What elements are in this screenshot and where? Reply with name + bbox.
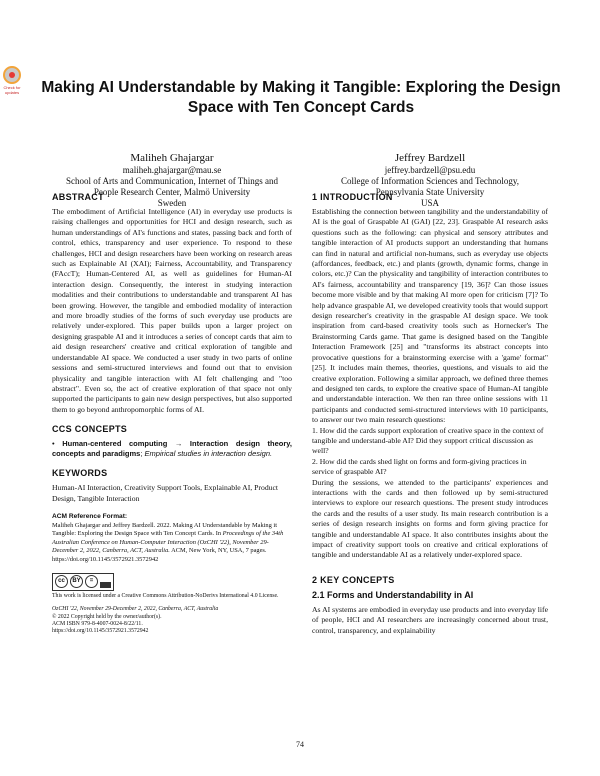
author-name: Jeffrey Bardzell (394, 152, 466, 164)
copyright-line: © 2022 Copyright held by the owner/author(s). (52, 613, 162, 620)
author-country: Sweden (157, 198, 187, 208)
acm-reference-label: ACM Reference Format: (52, 512, 128, 520)
research-question-2: 2. How did the cards shed light on forms and form-giving practices in service of graspable AI? (312, 456, 527, 477)
introduction-paragraph: During the sessions, we attended to the participants' experiences and interactions with the cards and then followed up by semi-structured interviews to explore our research questions. The present study introduces the cards and the results of a user study. Its main research contribution is a series of design research insights on forms and form giving practice for tangible and understandable AI space. It also contributes insights about the impact of creativity support tools on creative and critical explorations of tangible and understandable AI as a relatively under-explored space. (312, 477, 548, 560)
crossmark-icon (3, 66, 21, 84)
subsection-heading: 2.1 Forms and Understandability in AI (312, 589, 474, 600)
author-email: jeffrey.bardzell@psu.edu (384, 165, 476, 175)
introduction-paragraph: Establishing the connection between tangibility and the understandability of AI is the goal of Graspable AI (GAI) [22, 23]. Graspable AI research asks questions such as the following: can physical and sensory attributes and tangible interaction of AI products support an understanding that humans can find in natural and artificial non-humans, such as everyday use objects (affordances, feedback, etc.) and plants (growth, dynamic forms, change in colors, etc.)? Can the physicality and tangibility of interaction contributes to AI's fairness, accountability and transparency [19, 36]? Can those issues become more visible and by that making AI more open for criticism [7]? To help advance graspable AI, we developed creativity tools that would support design researcher's creativity in the graspable AI design space. We took inspiration from card-based creativity tools such as Hornecker's The Brainstorming Cards game. That game is designed based on the Tangible Interaction Framework [25] and "transforms its abstract concepts into provocative questions for a brainstorming exercise with a 'game' format" [25]. It includes main themes, theories, questions, and visuals to aid the creative exploration. Following a similar approach, we defined three themes and designed ten cards, to explore the creative space of Human-AI tangible and understandable interaction. We then ran three online sessions with 11 participants and conducted semi-structured interviews with 10 participants, to answer our two main research questions: (312, 207, 548, 425)
key-concepts-heading: 2 KEY CONCEPTS (312, 574, 395, 585)
key-concepts-section (312, 575, 548, 636)
introduction-section (312, 192, 548, 561)
ccs-text (52, 439, 292, 459)
venue-line: OzCHI '22, November 29-December 2, 2022, Canberra, ACT, Australia (52, 606, 219, 613)
right-column (312, 192, 548, 645)
keywords-section (52, 468, 292, 504)
author-name: Maliheh Ghajargar (130, 152, 214, 164)
acm-reference (52, 513, 292, 565)
ccs-concept: Human-centered computing → Interaction design theory, concepts and paradigms (52, 439, 292, 459)
page-number: 74 (296, 740, 304, 749)
author-country: USA (420, 198, 439, 208)
ccs-heading: CCS CONCEPTS (52, 424, 128, 435)
isbn-line: ACM ISBN 979-8-4007-0024-8/22/11. (52, 620, 143, 627)
cc-bar (100, 582, 111, 588)
key-concepts-paragraph: As AI systems are embodied in everyday use products and into everyday life of people, HCI and AI researchers are increasingly concerned about trust, control, transparency, and explainability (312, 604, 548, 635)
cc-icon: cc (55, 575, 68, 588)
check-for-updates-badge[interactable] (2, 66, 22, 100)
abstract-heading: ABSTRACT (52, 192, 104, 202)
keywords-text: Human-AI Interaction, Creativity Support Tools, Explainable AI, Product Design, Tangible Interaction (52, 483, 279, 503)
acm-reference-doi[interactable]: ACM, New York, NY, USA, 7 pages. https://doi.org/10.1145/3572921.3572942 (52, 547, 267, 563)
license-text: This work is licensed under a Creative Commons Attribution-NoDerivs International 4.0 License. (52, 592, 279, 599)
introduction-heading: 1 INTRODUCTION (312, 192, 393, 202)
author-affiliation: People Research Center, Malmö University (93, 187, 251, 197)
publication-meta (52, 606, 292, 636)
doi-line[interactable]: https://doi.org/10.1145/3572921.3572942 (52, 628, 149, 635)
abstract-text: The embodiment of Artificial Intelligence (AI) in everyday use products is raising challenges and opportunities for HCI and design research, such as human understandings of AI's functions and states, passing back and forth of control, ethics, transparency and user experience. To respond to these challenges, HCI and design researchers have been working on research areas such as Explainable AI (XAI); Fairness, Accountability, and Transparency (FAccT); Human-Centered AI, as well as guidelines for Human-AI interaction design. Consequently, the interest in studying interaction modalities and their contributions to understandable and transparent AI has been growing. However, the tangible and embodied modality of interaction and more broadly studies of the forms of such everyday use products are relatively under-explored. This paper builds upon a larger project on designing graspable AI and it introduces a series of concept cards that aim to aid design researchers' creative and critical exploration of tangible and understandable AI space. We conducted a user study in two parts of online sessions and semi-structured interviews and found out that to envision physicality and tangible interaction with AI felt challenging and "too abstract". Even so, the act of creative exploration of that space not only supported the participants to gain new design perspectives, but also supported them to go beyond anthropomorphic forms of AI. (52, 207, 292, 414)
author-affiliation: Pennsylvania State University (375, 187, 485, 197)
research-question-1: 1. How did the cards support exploration of creative space in the context of tangible and understand-able AI? Did they support critical discussion as well? (312, 425, 544, 456)
acm-reference-venue: Proceedings of the 34th Australian Conference on Human-Computer Interaction (OzCHI '22), November 29-December 2, 2022, Canberra, ACT, Australia. (52, 530, 284, 555)
author-email: maliheh.ghajargar@mau.se (122, 165, 222, 175)
ccs-separator: ; (140, 449, 143, 459)
ccs-bullet: • (52, 439, 55, 449)
nd-icon: = (85, 575, 98, 588)
badge-label: Check for updates (3, 85, 21, 95)
paper-title: Making AI Understandable by Making it Tangible: Exploring the Design Space with Ten Concept Cards (41, 79, 561, 116)
abstract-section (52, 192, 292, 415)
by-icon: BY (70, 575, 83, 588)
author-affiliation: School of Arts and Communication, Internet of Things and (65, 176, 279, 186)
ccs-section (52, 424, 292, 459)
keywords-heading: KEYWORDS (52, 468, 108, 479)
left-column (52, 192, 292, 636)
creative-commons-logo[interactable] (52, 573, 114, 591)
acm-reference-text: Maliheh Ghajargar and Jeffrey Bardzell. 2022. Making AI Understandable by Making it Tangible: Exploring the Design Space with Ten Concept Cards. In (52, 521, 277, 538)
author-affiliation: College of Information Sciences and Technology, (340, 176, 520, 186)
ccs-concept-secondary: Empirical studies in interaction design. (144, 449, 273, 459)
